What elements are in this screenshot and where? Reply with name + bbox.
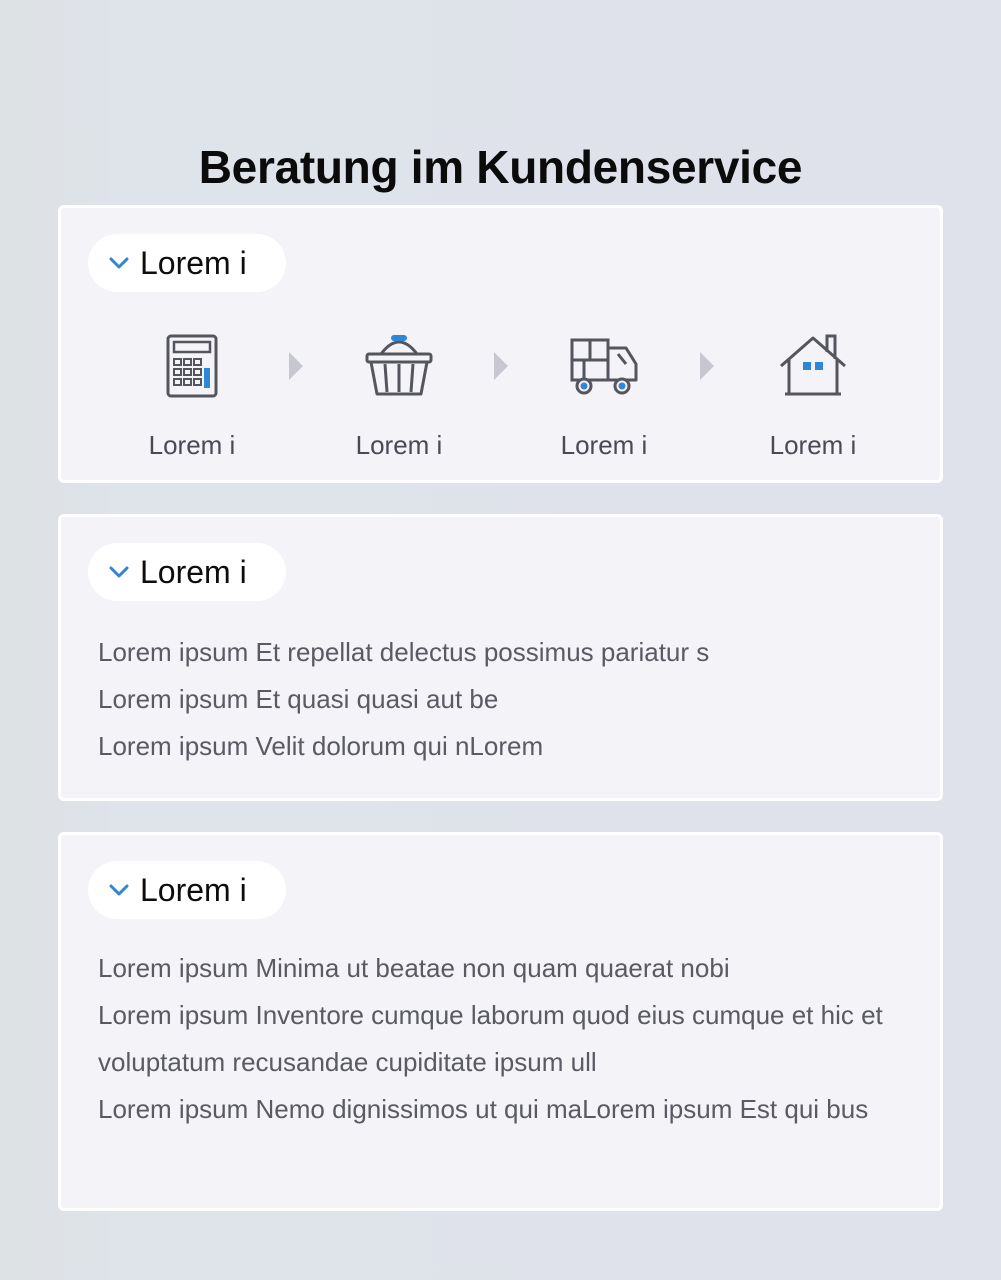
chevron-right-icon xyxy=(492,350,510,382)
process-step-home xyxy=(743,332,883,462)
text-paragraph: Lorem ipsum Minima ut beatae non quam quaerat nobi xyxy=(98,953,730,983)
text-paragraph: Lorem ipsum Inventore cumque laborum quod eius cumque et hic et voluptatum recusandae cupiditate ipsum ull xyxy=(98,1000,883,1077)
section-three-text xyxy=(98,945,910,1133)
info-card-two xyxy=(58,514,943,801)
text-line: Lorem ipsum Velit dolorum qui nLorem xyxy=(98,731,544,761)
section-three-toggle[interactable] xyxy=(88,861,286,919)
calculator-icon xyxy=(152,332,232,404)
process-card xyxy=(58,205,943,483)
process-section-toggle-label: Lorem i xyxy=(140,245,247,281)
process-step-delivery xyxy=(534,332,674,462)
house-icon xyxy=(773,332,853,404)
info-card-three xyxy=(58,832,943,1211)
text-line: Lorem ipsum Et quasi quasi aut be xyxy=(98,684,499,714)
process-step-basket xyxy=(329,332,469,462)
chevron-right-icon xyxy=(287,350,305,382)
process-step-label: Lorem i xyxy=(769,430,857,460)
section-three-toggle-label: Lorem i xyxy=(140,872,247,908)
process-step-label: Lorem i xyxy=(355,430,443,460)
section-two-toggle-label: Lorem i xyxy=(140,554,247,590)
chevron-down-icon xyxy=(108,565,130,579)
chevron-right-icon xyxy=(698,350,716,382)
delivery-truck-icon xyxy=(564,332,644,404)
section-two-text xyxy=(98,629,910,770)
process-step-calculate xyxy=(122,332,262,462)
process-section-toggle[interactable] xyxy=(88,234,286,292)
shopping-basket-icon xyxy=(359,332,439,404)
text-paragraph: Lorem ipsum Nemo dignissimos ut qui maLorem ipsum Est qui bus xyxy=(98,1094,869,1124)
process-step-label: Lorem i xyxy=(148,430,236,460)
page-title: Beratung im Kundenservice xyxy=(198,140,803,193)
section-two-toggle[interactable] xyxy=(88,543,286,601)
process-step-label: Lorem i xyxy=(560,430,648,460)
chevron-down-icon xyxy=(108,256,130,270)
text-line: Lorem ipsum Et repellat delectus possimus pariatur s xyxy=(98,637,710,667)
chevron-down-icon xyxy=(108,883,130,897)
